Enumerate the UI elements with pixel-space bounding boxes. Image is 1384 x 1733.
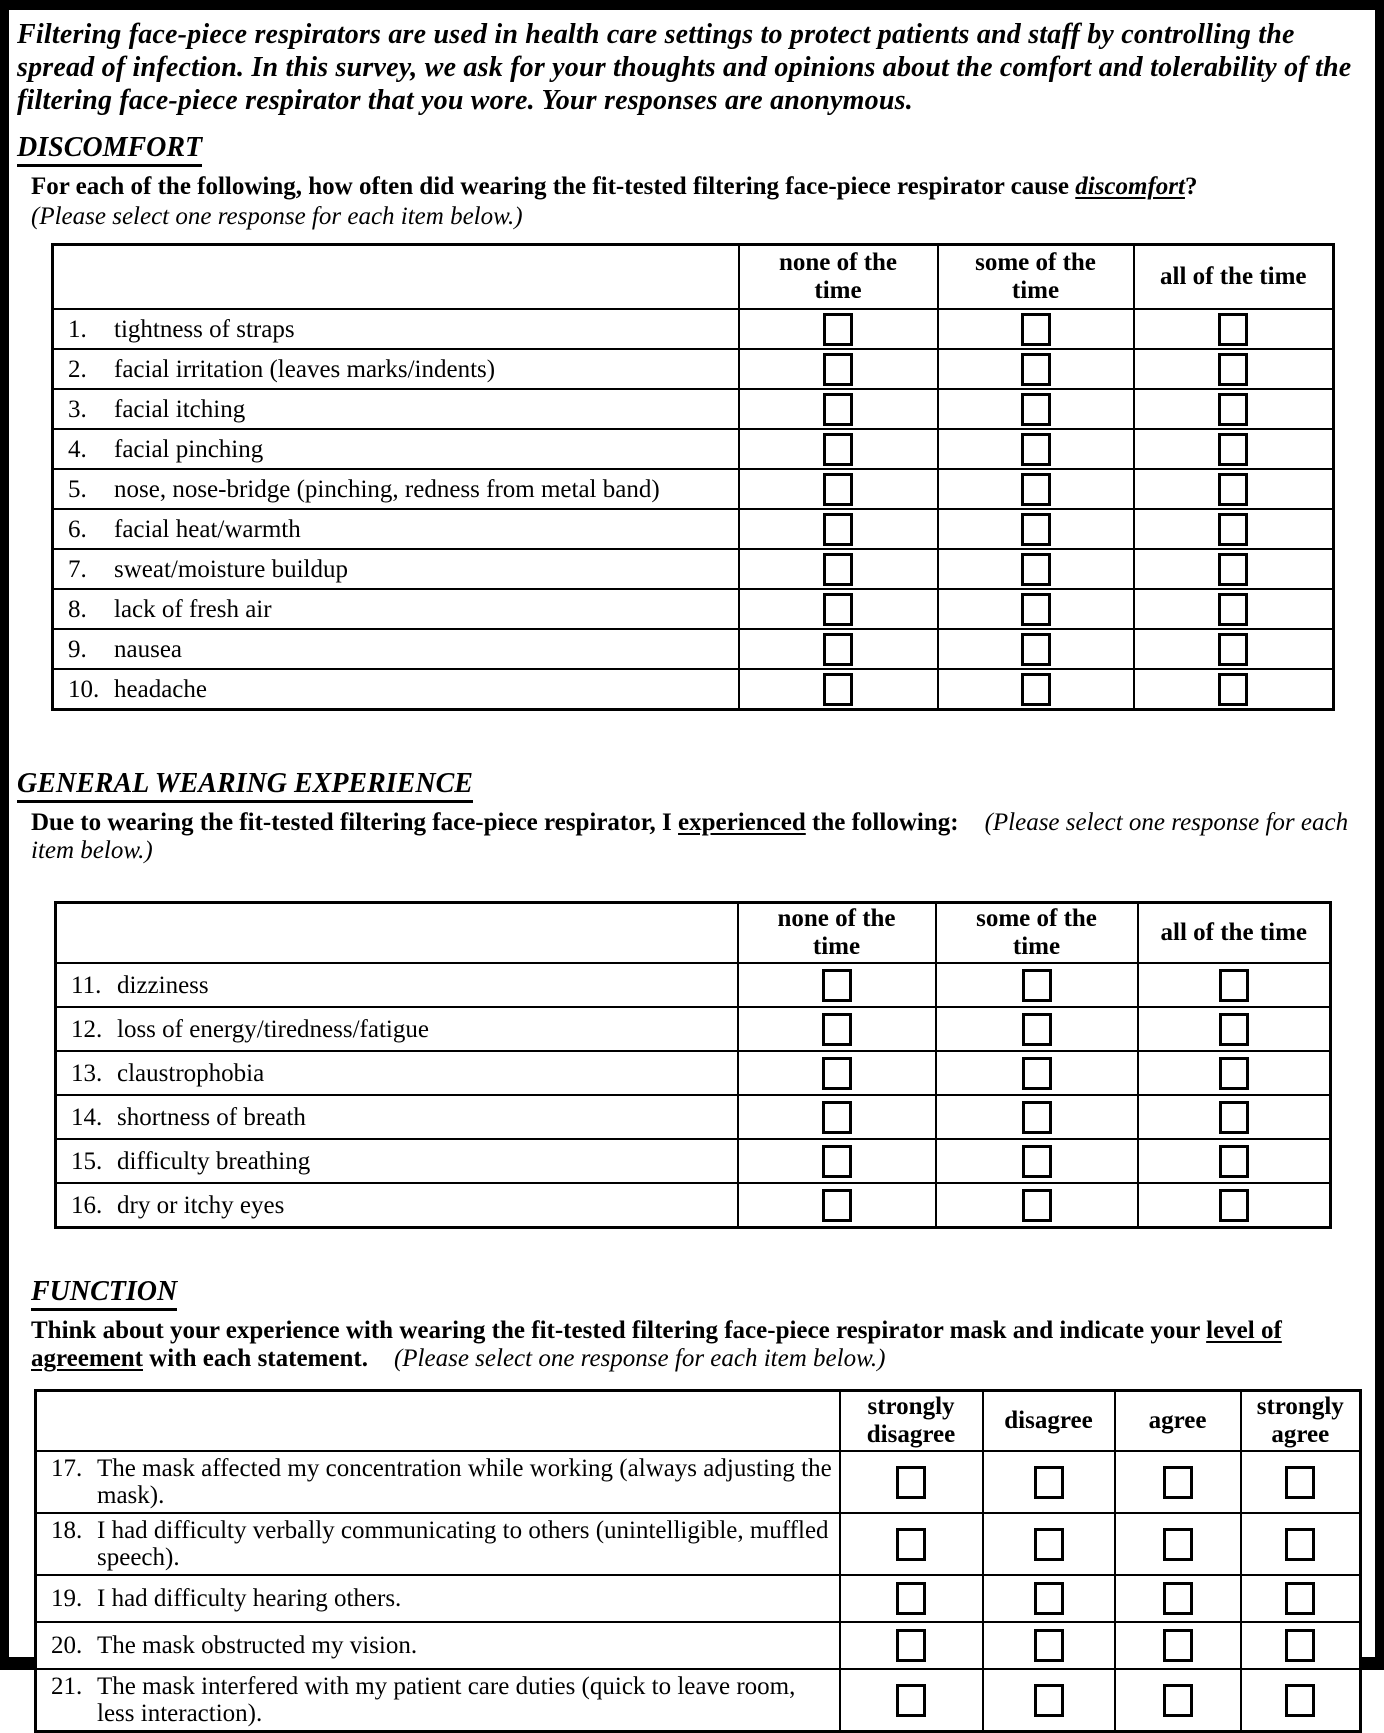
section-heading-discomfort: DISCOMFORT <box>17 131 202 167</box>
response-cell <box>1115 1513 1241 1575</box>
item-cell <box>53 309 739 349</box>
response-cell <box>938 509 1134 549</box>
item-label: I had difficulty verbally communicating to others (unintelligible, muffled speech). <box>97 1517 829 1571</box>
response-checkbox[interactable] <box>823 433 853 466</box>
item-cell <box>53 429 739 469</box>
item-label: dry or itchy eyes <box>117 1191 285 1219</box>
response-checkbox[interactable] <box>1219 1189 1249 1222</box>
function-note: (Please select one response for each item below.) <box>393 1345 886 1372</box>
general-wearing-experience-table <box>54 901 1332 1229</box>
table-row <box>53 309 1334 349</box>
response-checkbox[interactable] <box>896 1528 926 1561</box>
function-prompt <box>31 1317 1365 1373</box>
item-cell <box>53 469 739 509</box>
response-cell <box>840 1513 983 1575</box>
response-cell <box>983 1575 1115 1622</box>
response-cell <box>938 669 1134 710</box>
response-cell <box>738 1007 936 1051</box>
table-row <box>56 1183 1331 1228</box>
table-row <box>36 1513 1361 1575</box>
section-function <box>9 1229 1375 1733</box>
response-checkbox[interactable] <box>1219 1057 1249 1090</box>
gwe-note: (Please select one response for each item below.) <box>31 809 1349 864</box>
gwe-prompt <box>31 809 1365 865</box>
response-cell <box>739 509 938 549</box>
section-heading-function: FUNCTION <box>31 1275 177 1311</box>
item-cell <box>53 669 739 710</box>
response-checkbox[interactable] <box>1218 473 1248 506</box>
response-cell <box>738 1051 936 1095</box>
table-row <box>53 669 1334 710</box>
table-row <box>53 389 1334 429</box>
item-number: 18. <box>51 1517 83 1544</box>
item-cell <box>36 1575 840 1622</box>
response-cell <box>983 1669 1115 1732</box>
response-checkbox[interactable] <box>1218 433 1248 466</box>
item-number: 17. <box>51 1455 83 1482</box>
prompt-text: Think about your experience with wearing the fit-tested filtering face-piece respirator mask and indicate your <box>31 1317 1207 1344</box>
response-cell <box>983 1513 1115 1575</box>
item-label: facial heat/warmth <box>114 515 301 543</box>
item-label: facial itching <box>114 395 246 423</box>
response-checkbox[interactable] <box>822 1145 852 1178</box>
response-cell <box>1134 429 1334 469</box>
table-row <box>53 349 1334 389</box>
response-checkbox[interactable] <box>1163 1528 1193 1561</box>
column-header: none of the time <box>738 903 936 964</box>
item-cell <box>56 1139 738 1183</box>
response-cell <box>1134 589 1334 629</box>
response-cell <box>936 1095 1138 1139</box>
table-row <box>53 429 1334 469</box>
response-checkbox[interactable] <box>822 1013 852 1046</box>
response-checkbox[interactable] <box>896 1466 926 1499</box>
response-cell <box>1138 1139 1331 1183</box>
item-number: 4. <box>68 435 87 463</box>
response-cell <box>1138 1183 1331 1228</box>
table-row <box>36 1622 1361 1669</box>
prompt-text: Due to wearing the fit-tested filtering face-piece respirator, I <box>31 809 679 836</box>
response-cell <box>739 549 938 589</box>
item-label: headache <box>114 675 207 703</box>
response-cell <box>1138 963 1331 1007</box>
response-checkbox[interactable] <box>1022 1145 1052 1178</box>
item-cell <box>53 629 739 669</box>
response-cell <box>936 1183 1138 1228</box>
item-label: tightness of straps <box>114 315 295 343</box>
discomfort-note: (Please select one response for each item below.) <box>31 203 523 230</box>
response-checkbox[interactable] <box>1022 969 1052 1002</box>
item-label: The mask obstructed my vision. <box>97 1632 418 1659</box>
response-checkbox[interactable] <box>1218 353 1248 386</box>
response-cell <box>1134 629 1334 669</box>
response-checkbox[interactable] <box>822 1101 852 1134</box>
item-number: 16. <box>71 1191 103 1219</box>
response-cell <box>938 469 1134 509</box>
response-checkbox[interactable] <box>896 1582 926 1615</box>
item-cell <box>36 1622 840 1669</box>
response-cell <box>1138 1095 1331 1139</box>
prompt-emphasis: experienced <box>678 809 806 836</box>
response-cell <box>1134 309 1334 349</box>
response-cell <box>938 389 1134 429</box>
response-cell <box>936 963 1138 1007</box>
table-row <box>56 1139 1331 1183</box>
response-checkbox[interactable] <box>1219 1145 1249 1178</box>
response-cell <box>739 469 938 509</box>
item-label: The mask affected my concentration while working (always adjusting the mask). <box>97 1455 832 1509</box>
response-cell <box>1115 1575 1241 1622</box>
response-checkbox[interactable] <box>1285 1684 1315 1717</box>
item-label: dizziness <box>117 971 209 999</box>
item-label: difficulty breathing <box>117 1147 311 1175</box>
response-checkbox[interactable] <box>1021 433 1051 466</box>
response-checkbox[interactable] <box>1219 969 1249 1002</box>
response-checkbox[interactable] <box>823 593 853 626</box>
response-checkbox[interactable] <box>1163 1629 1193 1662</box>
item-cell <box>53 549 739 589</box>
response-cell <box>938 589 1134 629</box>
prompt-suffix: with each statement. <box>143 1345 368 1372</box>
response-checkbox[interactable] <box>1021 393 1051 426</box>
column-header: agree <box>1115 1391 1241 1452</box>
item-number: 13. <box>71 1059 103 1087</box>
item-label: shortness of breath <box>117 1103 306 1131</box>
response-checkbox[interactable] <box>1034 1684 1064 1717</box>
header-row <box>53 245 1334 310</box>
item-cell <box>53 509 739 549</box>
response-cell <box>938 549 1134 589</box>
item-cell <box>56 963 738 1007</box>
item-number: 6. <box>68 515 87 543</box>
item-label: I had difficulty hearing others. <box>97 1585 402 1612</box>
item-number: 2. <box>68 355 87 383</box>
table-row <box>53 549 1334 589</box>
response-cell <box>983 1622 1115 1669</box>
response-checkbox[interactable] <box>822 1189 852 1222</box>
response-checkbox[interactable] <box>1285 1528 1315 1561</box>
response-cell <box>936 1051 1138 1095</box>
item-cell <box>53 349 739 389</box>
item-cell <box>56 1183 738 1228</box>
item-cell <box>53 589 739 629</box>
item-number: 8. <box>68 595 87 623</box>
response-checkbox[interactable] <box>1218 633 1248 666</box>
prompt-suffix: the following: <box>805 809 959 836</box>
response-cell <box>739 309 938 349</box>
intro-paragraph: Filtering face-piece respirators are used in health care settings to protect patients and staff by controlling the spread of infection. In this survey, we ask for your thoughts and opinions about the comfort and tolerability of the filtering face-piece respirator that you wore. Your responses are anonymous. <box>17 19 1352 116</box>
response-cell <box>738 1139 936 1183</box>
item-number: 12. <box>71 1015 103 1043</box>
response-checkbox[interactable] <box>1022 1013 1052 1046</box>
section-general-wearing-experience <box>9 711 1375 1229</box>
response-cell <box>738 1183 936 1228</box>
table-row <box>36 1669 1361 1732</box>
response-cell <box>739 669 938 710</box>
response-checkbox[interactable] <box>1285 1629 1315 1662</box>
response-checkbox[interactable] <box>1021 313 1051 346</box>
response-checkbox[interactable] <box>1034 1582 1064 1615</box>
response-cell <box>1134 669 1334 710</box>
item-cell <box>56 1051 738 1095</box>
response-checkbox[interactable] <box>1218 393 1248 426</box>
column-header: none of the time <box>739 245 938 310</box>
response-checkbox[interactable] <box>1022 1057 1052 1090</box>
prompt-suffix: ? <box>1184 173 1198 200</box>
response-checkbox[interactable] <box>1218 313 1248 346</box>
response-cell <box>1134 349 1334 389</box>
column-header: some of the time <box>936 903 1138 964</box>
response-cell <box>1241 1513 1361 1575</box>
response-cell <box>1138 1051 1331 1095</box>
item-label: The mask interfered with my patient care duties (quick to leave room, less interaction). <box>97 1673 796 1727</box>
item-number: 20. <box>51 1632 83 1659</box>
table-row <box>56 963 1331 1007</box>
discomfort-table <box>51 243 1335 711</box>
response-cell <box>739 429 938 469</box>
prompt-emphasis: level of agreement <box>31 1317 1282 1372</box>
item-cell <box>53 389 739 429</box>
item-label: nausea <box>114 635 183 663</box>
response-cell <box>1241 1669 1361 1732</box>
response-checkbox[interactable] <box>1021 473 1051 506</box>
item-label: nose, nose-bridge (pinching, redness from metal band) <box>114 475 660 503</box>
response-checkbox[interactable] <box>1034 1466 1064 1499</box>
column-header: all of the time <box>1134 245 1334 310</box>
response-checkbox[interactable] <box>896 1629 926 1662</box>
response-cell <box>739 589 938 629</box>
response-checkbox[interactable] <box>1021 553 1051 586</box>
response-checkbox[interactable] <box>1218 673 1248 706</box>
response-checkbox[interactable] <box>1021 673 1051 706</box>
response-cell <box>1134 469 1334 509</box>
response-cell <box>936 1007 1138 1051</box>
item-number: 7. <box>68 555 87 583</box>
table-row <box>53 629 1334 669</box>
response-checkbox[interactable] <box>1219 1013 1249 1046</box>
section-discomfort <box>9 117 1375 711</box>
column-header: strongly disagree <box>840 1391 983 1452</box>
item-cell <box>36 1451 840 1513</box>
response-checkbox[interactable] <box>1163 1582 1193 1615</box>
item-column-header <box>53 245 739 310</box>
prompt-emphasis: discomfort <box>1075 173 1185 200</box>
response-checkbox[interactable] <box>823 673 853 706</box>
response-cell <box>739 629 938 669</box>
response-cell <box>1241 1451 1361 1513</box>
item-number: 10. <box>68 675 100 703</box>
table-row <box>53 509 1334 549</box>
response-checkbox[interactable] <box>1285 1582 1315 1615</box>
response-cell <box>1134 389 1334 429</box>
header-row <box>36 1391 1361 1452</box>
response-cell <box>840 1451 983 1513</box>
response-checkbox[interactable] <box>1034 1528 1064 1561</box>
response-checkbox[interactable] <box>1021 353 1051 386</box>
table-row <box>53 469 1334 509</box>
response-cell <box>1134 549 1334 589</box>
item-column-header <box>36 1391 840 1452</box>
response-checkbox[interactable] <box>896 1684 926 1717</box>
item-number: 9. <box>68 635 87 663</box>
header-row <box>56 903 1331 964</box>
item-number: 21. <box>51 1673 83 1700</box>
response-cell <box>1115 1622 1241 1669</box>
response-cell <box>983 1451 1115 1513</box>
item-cell <box>56 1095 738 1139</box>
table-row <box>56 1007 1331 1051</box>
prompt-text: For each of the following, how often did wearing the fit-tested filtering face-piece respirator cause <box>31 173 1076 200</box>
item-label: facial pinching <box>114 435 264 463</box>
column-header: disagree <box>983 1391 1115 1452</box>
response-checkbox[interactable] <box>823 553 853 586</box>
table-row <box>56 1095 1331 1139</box>
response-checkbox[interactable] <box>1021 633 1051 666</box>
response-checkbox[interactable] <box>823 353 853 386</box>
response-cell <box>1241 1575 1361 1622</box>
item-number: 3. <box>68 395 87 423</box>
response-checkbox[interactable] <box>1163 1684 1193 1717</box>
response-checkbox[interactable] <box>1218 593 1248 626</box>
table-row <box>53 589 1334 629</box>
item-cell <box>36 1513 840 1575</box>
response-cell <box>938 349 1134 389</box>
response-cell <box>1138 1007 1331 1051</box>
table-row <box>56 1051 1331 1095</box>
item-number: 15. <box>71 1147 103 1175</box>
response-cell <box>1241 1622 1361 1669</box>
response-checkbox[interactable] <box>823 633 853 666</box>
response-cell <box>1115 1669 1241 1732</box>
response-cell <box>936 1139 1138 1183</box>
response-cell <box>840 1575 983 1622</box>
response-cell <box>938 309 1134 349</box>
item-number: 14. <box>71 1103 103 1131</box>
response-checkbox[interactable] <box>1021 513 1051 546</box>
response-checkbox[interactable] <box>1034 1629 1064 1662</box>
item-label: facial irritation (leaves marks/indents) <box>114 355 496 383</box>
response-cell <box>938 429 1134 469</box>
item-label: lack of fresh air <box>114 595 272 623</box>
response-checkbox[interactable] <box>823 393 853 426</box>
response-cell <box>840 1669 983 1732</box>
response-checkbox[interactable] <box>1218 553 1248 586</box>
column-header: strongly agree <box>1241 1391 1361 1452</box>
response-checkbox[interactable] <box>1022 1189 1052 1222</box>
response-checkbox[interactable] <box>823 313 853 346</box>
response-cell <box>938 629 1134 669</box>
response-checkbox[interactable] <box>823 473 853 506</box>
column-header: some of the time <box>938 245 1134 310</box>
item-number: 19. <box>51 1585 83 1612</box>
response-checkbox[interactable] <box>1021 593 1051 626</box>
item-label: loss of energy/tiredness/fatigue <box>117 1015 429 1043</box>
response-cell <box>1115 1451 1241 1513</box>
response-checkbox[interactable] <box>1285 1466 1315 1499</box>
item-number: 5. <box>68 475 87 503</box>
item-label: sweat/moisture buildup <box>114 555 348 583</box>
item-cell <box>56 1007 738 1051</box>
table-row <box>36 1575 1361 1622</box>
response-checkbox[interactable] <box>822 969 852 1002</box>
response-cell <box>840 1622 983 1669</box>
response-cell <box>739 349 938 389</box>
response-checkbox[interactable] <box>822 1057 852 1090</box>
response-cell <box>1134 509 1334 549</box>
response-checkbox[interactable] <box>1218 513 1248 546</box>
response-checkbox[interactable] <box>1219 1101 1249 1134</box>
response-checkbox[interactable] <box>823 513 853 546</box>
item-column-header <box>56 903 738 964</box>
response-checkbox[interactable] <box>1022 1101 1052 1134</box>
item-number: 1. <box>68 315 87 343</box>
response-checkbox[interactable] <box>1163 1466 1193 1499</box>
item-number: 11. <box>71 971 102 999</box>
section-heading-general-wearing-experience: GENERAL WEARING EXPERIENCE <box>17 767 473 803</box>
response-cell <box>738 963 936 1007</box>
discomfort-prompt <box>31 173 1365 201</box>
item-label: claustrophobia <box>117 1059 265 1087</box>
table-row <box>36 1451 1361 1513</box>
response-cell <box>739 389 938 429</box>
column-header: all of the time <box>1138 903 1331 964</box>
function-table <box>34 1389 1362 1733</box>
item-cell <box>36 1669 840 1732</box>
response-cell <box>738 1095 936 1139</box>
